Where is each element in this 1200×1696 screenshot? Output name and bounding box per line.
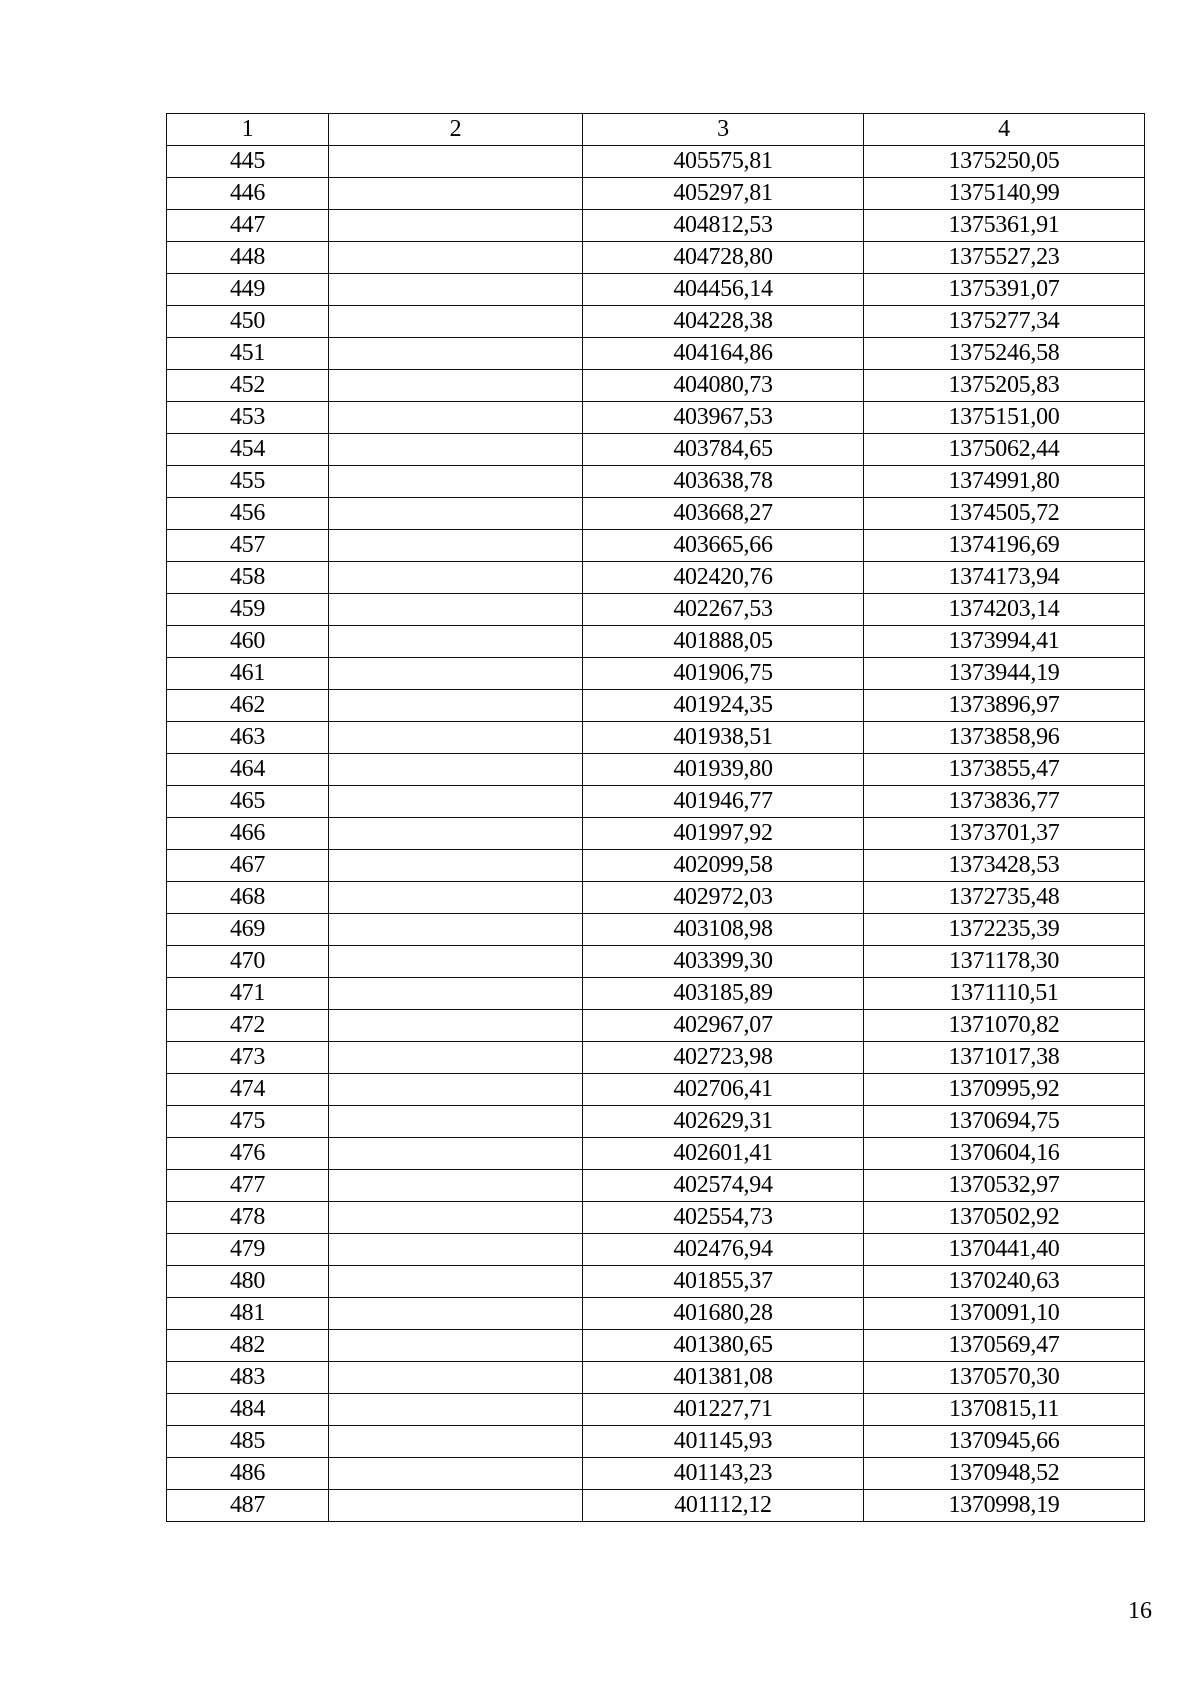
point-number-cell: 478 bbox=[167, 1202, 329, 1234]
table-row bbox=[167, 1490, 1145, 1522]
x-coordinate-cell: 402267,53 bbox=[583, 594, 864, 626]
empty-cell bbox=[329, 1010, 583, 1042]
table-row bbox=[167, 1138, 1145, 1170]
table-row bbox=[167, 210, 1145, 242]
table-row bbox=[167, 466, 1145, 498]
point-number-cell: 482 bbox=[167, 1330, 329, 1362]
y-coordinate-cell: 1370995,92 bbox=[864, 1074, 1145, 1106]
x-coordinate-cell: 401946,77 bbox=[583, 786, 864, 818]
y-coordinate-cell: 1375527,23 bbox=[864, 242, 1145, 274]
table-row bbox=[167, 850, 1145, 882]
point-number-cell: 461 bbox=[167, 658, 329, 690]
table-row bbox=[167, 1202, 1145, 1234]
y-coordinate-cell: 1375250,05 bbox=[864, 146, 1145, 178]
x-coordinate-cell: 401381,08 bbox=[583, 1362, 864, 1394]
x-coordinate-cell: 401855,37 bbox=[583, 1266, 864, 1298]
x-coordinate-cell: 405297,81 bbox=[583, 178, 864, 210]
x-coordinate-cell: 404228,38 bbox=[583, 306, 864, 338]
table-row bbox=[167, 722, 1145, 754]
point-number-cell: 466 bbox=[167, 818, 329, 850]
point-number-cell: 452 bbox=[167, 370, 329, 402]
y-coordinate-cell: 1375246,58 bbox=[864, 338, 1145, 370]
column-header-2: 2 bbox=[329, 114, 583, 146]
x-coordinate-cell: 402967,07 bbox=[583, 1010, 864, 1042]
table-row bbox=[167, 370, 1145, 402]
y-coordinate-cell: 1373428,53 bbox=[864, 850, 1145, 882]
point-number-cell: 485 bbox=[167, 1426, 329, 1458]
y-coordinate-cell: 1370441,40 bbox=[864, 1234, 1145, 1266]
table-row bbox=[167, 306, 1145, 338]
point-number-cell: 455 bbox=[167, 466, 329, 498]
y-coordinate-cell: 1375361,91 bbox=[864, 210, 1145, 242]
x-coordinate-cell: 403967,53 bbox=[583, 402, 864, 434]
y-coordinate-cell: 1371178,30 bbox=[864, 946, 1145, 978]
table-row bbox=[167, 146, 1145, 178]
table-row bbox=[167, 946, 1145, 978]
empty-cell bbox=[329, 1106, 583, 1138]
empty-cell bbox=[329, 434, 583, 466]
table-row bbox=[167, 1074, 1145, 1106]
x-coordinate-cell: 401145,93 bbox=[583, 1426, 864, 1458]
table-row bbox=[167, 1394, 1145, 1426]
x-coordinate-cell: 401380,65 bbox=[583, 1330, 864, 1362]
x-coordinate-cell: 402629,31 bbox=[583, 1106, 864, 1138]
y-coordinate-cell: 1373944,19 bbox=[864, 658, 1145, 690]
y-coordinate-cell: 1374203,14 bbox=[864, 594, 1145, 626]
y-coordinate-cell: 1370948,52 bbox=[864, 1458, 1145, 1490]
table-row bbox=[167, 562, 1145, 594]
y-coordinate-cell: 1373836,77 bbox=[864, 786, 1145, 818]
empty-cell bbox=[329, 978, 583, 1010]
empty-cell bbox=[329, 1234, 583, 1266]
y-coordinate-cell: 1375391,07 bbox=[864, 274, 1145, 306]
y-coordinate-cell: 1370945,66 bbox=[864, 1426, 1145, 1458]
empty-cell bbox=[329, 1490, 583, 1522]
empty-cell bbox=[329, 658, 583, 690]
empty-cell bbox=[329, 306, 583, 338]
empty-cell bbox=[329, 786, 583, 818]
point-number-cell: 464 bbox=[167, 754, 329, 786]
empty-cell bbox=[329, 338, 583, 370]
y-coordinate-cell: 1373994,41 bbox=[864, 626, 1145, 658]
table-row bbox=[167, 1298, 1145, 1330]
y-coordinate-cell: 1375205,83 bbox=[864, 370, 1145, 402]
point-number-cell: 473 bbox=[167, 1042, 329, 1074]
empty-cell bbox=[329, 626, 583, 658]
y-coordinate-cell: 1371110,51 bbox=[864, 978, 1145, 1010]
y-coordinate-cell: 1370604,16 bbox=[864, 1138, 1145, 1170]
table-row bbox=[167, 498, 1145, 530]
x-coordinate-cell: 402476,94 bbox=[583, 1234, 864, 1266]
empty-cell bbox=[329, 1394, 583, 1426]
table-row bbox=[167, 818, 1145, 850]
point-number-cell: 450 bbox=[167, 306, 329, 338]
x-coordinate-cell: 402099,58 bbox=[583, 850, 864, 882]
empty-cell bbox=[329, 466, 583, 498]
x-coordinate-cell: 403638,78 bbox=[583, 466, 864, 498]
x-coordinate-cell: 403784,65 bbox=[583, 434, 864, 466]
point-number-cell: 486 bbox=[167, 1458, 329, 1490]
empty-cell bbox=[329, 370, 583, 402]
x-coordinate-cell: 401227,71 bbox=[583, 1394, 864, 1426]
x-coordinate-cell: 405575,81 bbox=[583, 146, 864, 178]
empty-cell bbox=[329, 1330, 583, 1362]
empty-cell bbox=[329, 402, 583, 434]
empty-cell bbox=[329, 594, 583, 626]
y-coordinate-cell: 1370694,75 bbox=[864, 1106, 1145, 1138]
empty-cell bbox=[329, 946, 583, 978]
page-number: 16 bbox=[1128, 1598, 1152, 1624]
point-number-cell: 458 bbox=[167, 562, 329, 594]
y-coordinate-cell: 1373855,47 bbox=[864, 754, 1145, 786]
empty-cell bbox=[329, 274, 583, 306]
point-number-cell: 465 bbox=[167, 786, 329, 818]
point-number-cell: 480 bbox=[167, 1266, 329, 1298]
table-row bbox=[167, 1362, 1145, 1394]
y-coordinate-cell: 1371070,82 bbox=[864, 1010, 1145, 1042]
y-coordinate-cell: 1373858,96 bbox=[864, 722, 1145, 754]
table-row bbox=[167, 786, 1145, 818]
empty-cell bbox=[329, 754, 583, 786]
empty-cell bbox=[329, 1362, 583, 1394]
x-coordinate-cell: 401680,28 bbox=[583, 1298, 864, 1330]
y-coordinate-cell: 1370240,63 bbox=[864, 1266, 1145, 1298]
empty-cell bbox=[329, 690, 583, 722]
x-coordinate-cell: 403399,30 bbox=[583, 946, 864, 978]
table-row bbox=[167, 434, 1145, 466]
x-coordinate-cell: 401997,92 bbox=[583, 818, 864, 850]
empty-cell bbox=[329, 242, 583, 274]
table-row bbox=[167, 1426, 1145, 1458]
x-coordinate-cell: 402723,98 bbox=[583, 1042, 864, 1074]
point-number-cell: 483 bbox=[167, 1362, 329, 1394]
table-row bbox=[167, 594, 1145, 626]
empty-cell bbox=[329, 530, 583, 562]
empty-cell bbox=[329, 1170, 583, 1202]
x-coordinate-cell: 404164,86 bbox=[583, 338, 864, 370]
empty-cell bbox=[329, 818, 583, 850]
x-coordinate-cell: 401112,12 bbox=[583, 1490, 864, 1522]
point-number-cell: 463 bbox=[167, 722, 329, 754]
table-row bbox=[167, 978, 1145, 1010]
point-number-cell: 459 bbox=[167, 594, 329, 626]
empty-cell bbox=[329, 1426, 583, 1458]
empty-cell bbox=[329, 1298, 583, 1330]
empty-cell bbox=[329, 882, 583, 914]
x-coordinate-cell: 402420,76 bbox=[583, 562, 864, 594]
x-coordinate-cell: 402601,41 bbox=[583, 1138, 864, 1170]
x-coordinate-cell: 402574,94 bbox=[583, 1170, 864, 1202]
empty-cell bbox=[329, 210, 583, 242]
point-number-cell: 447 bbox=[167, 210, 329, 242]
table-row bbox=[167, 274, 1145, 306]
empty-cell bbox=[329, 1266, 583, 1298]
table-row bbox=[167, 658, 1145, 690]
x-coordinate-cell: 403185,89 bbox=[583, 978, 864, 1010]
table-row bbox=[167, 690, 1145, 722]
y-coordinate-cell: 1370091,10 bbox=[864, 1298, 1145, 1330]
y-coordinate-cell: 1373701,37 bbox=[864, 818, 1145, 850]
point-number-cell: 475 bbox=[167, 1106, 329, 1138]
table-row bbox=[167, 626, 1145, 658]
point-number-cell: 479 bbox=[167, 1234, 329, 1266]
table-row bbox=[167, 1330, 1145, 1362]
coordinates-table bbox=[166, 113, 1145, 1522]
y-coordinate-cell: 1370532,97 bbox=[864, 1170, 1145, 1202]
x-coordinate-cell: 404812,53 bbox=[583, 210, 864, 242]
point-number-cell: 449 bbox=[167, 274, 329, 306]
y-coordinate-cell: 1371017,38 bbox=[864, 1042, 1145, 1074]
point-number-cell: 474 bbox=[167, 1074, 329, 1106]
empty-cell bbox=[329, 178, 583, 210]
table-row bbox=[167, 338, 1145, 370]
table-row bbox=[167, 1234, 1145, 1266]
x-coordinate-cell: 403668,27 bbox=[583, 498, 864, 530]
point-number-cell: 462 bbox=[167, 690, 329, 722]
x-coordinate-cell: 404456,14 bbox=[583, 274, 864, 306]
y-coordinate-cell: 1370998,19 bbox=[864, 1490, 1145, 1522]
table-row bbox=[167, 882, 1145, 914]
empty-cell bbox=[329, 562, 583, 594]
x-coordinate-cell: 401888,05 bbox=[583, 626, 864, 658]
column-header-4: 4 bbox=[864, 114, 1145, 146]
header-row bbox=[167, 114, 1145, 146]
table-row bbox=[167, 178, 1145, 210]
point-number-cell: 471 bbox=[167, 978, 329, 1010]
x-coordinate-cell: 401906,75 bbox=[583, 658, 864, 690]
point-number-cell: 446 bbox=[167, 178, 329, 210]
table-row bbox=[167, 530, 1145, 562]
x-coordinate-cell: 403108,98 bbox=[583, 914, 864, 946]
empty-cell bbox=[329, 1458, 583, 1490]
empty-cell bbox=[329, 1042, 583, 1074]
x-coordinate-cell: 401939,80 bbox=[583, 754, 864, 786]
point-number-cell: 469 bbox=[167, 914, 329, 946]
point-number-cell: 460 bbox=[167, 626, 329, 658]
column-header-3: 3 bbox=[583, 114, 864, 146]
point-number-cell: 448 bbox=[167, 242, 329, 274]
empty-cell bbox=[329, 146, 583, 178]
y-coordinate-cell: 1370570,30 bbox=[864, 1362, 1145, 1394]
y-coordinate-cell: 1370815,11 bbox=[864, 1394, 1145, 1426]
point-number-cell: 470 bbox=[167, 946, 329, 978]
x-coordinate-cell: 402554,73 bbox=[583, 1202, 864, 1234]
point-number-cell: 454 bbox=[167, 434, 329, 466]
point-number-cell: 476 bbox=[167, 1138, 329, 1170]
point-number-cell: 484 bbox=[167, 1394, 329, 1426]
point-number-cell: 453 bbox=[167, 402, 329, 434]
y-coordinate-cell: 1375140,99 bbox=[864, 178, 1145, 210]
y-coordinate-cell: 1374991,80 bbox=[864, 466, 1145, 498]
y-coordinate-cell: 1375151,00 bbox=[864, 402, 1145, 434]
table-body bbox=[167, 146, 1145, 1522]
table-row bbox=[167, 754, 1145, 786]
y-coordinate-cell: 1375277,34 bbox=[864, 306, 1145, 338]
point-number-cell: 487 bbox=[167, 1490, 329, 1522]
table-row bbox=[167, 914, 1145, 946]
y-coordinate-cell: 1374173,94 bbox=[864, 562, 1145, 594]
empty-cell bbox=[329, 1202, 583, 1234]
empty-cell bbox=[329, 722, 583, 754]
x-coordinate-cell: 401143,23 bbox=[583, 1458, 864, 1490]
x-coordinate-cell: 402972,03 bbox=[583, 882, 864, 914]
table-row bbox=[167, 1170, 1145, 1202]
x-coordinate-cell: 401938,51 bbox=[583, 722, 864, 754]
y-coordinate-cell: 1373896,97 bbox=[864, 690, 1145, 722]
point-number-cell: 468 bbox=[167, 882, 329, 914]
y-coordinate-cell: 1374505,72 bbox=[864, 498, 1145, 530]
point-number-cell: 467 bbox=[167, 850, 329, 882]
x-coordinate-cell: 404080,73 bbox=[583, 370, 864, 402]
table-row bbox=[167, 1266, 1145, 1298]
point-number-cell: 472 bbox=[167, 1010, 329, 1042]
empty-cell bbox=[329, 914, 583, 946]
column-header-1: 1 bbox=[167, 114, 329, 146]
x-coordinate-cell: 404728,80 bbox=[583, 242, 864, 274]
empty-cell bbox=[329, 1138, 583, 1170]
y-coordinate-cell: 1370502,92 bbox=[864, 1202, 1145, 1234]
point-number-cell: 481 bbox=[167, 1298, 329, 1330]
point-number-cell: 456 bbox=[167, 498, 329, 530]
table-row bbox=[167, 1458, 1145, 1490]
table-row bbox=[167, 242, 1145, 274]
y-coordinate-cell: 1372235,39 bbox=[864, 914, 1145, 946]
point-number-cell: 451 bbox=[167, 338, 329, 370]
point-number-cell: 457 bbox=[167, 530, 329, 562]
point-number-cell: 477 bbox=[167, 1170, 329, 1202]
y-coordinate-cell: 1372735,48 bbox=[864, 882, 1145, 914]
table-header bbox=[167, 114, 1145, 146]
empty-cell bbox=[329, 1074, 583, 1106]
table-row bbox=[167, 1106, 1145, 1138]
point-number-cell: 445 bbox=[167, 146, 329, 178]
empty-cell bbox=[329, 498, 583, 530]
x-coordinate-cell: 401924,35 bbox=[583, 690, 864, 722]
y-coordinate-cell: 1375062,44 bbox=[864, 434, 1145, 466]
table-row bbox=[167, 1042, 1145, 1074]
x-coordinate-cell: 402706,41 bbox=[583, 1074, 864, 1106]
table-row bbox=[167, 1010, 1145, 1042]
table-row bbox=[167, 402, 1145, 434]
empty-cell bbox=[329, 850, 583, 882]
y-coordinate-cell: 1374196,69 bbox=[864, 530, 1145, 562]
y-coordinate-cell: 1370569,47 bbox=[864, 1330, 1145, 1362]
x-coordinate-cell: 403665,66 bbox=[583, 530, 864, 562]
